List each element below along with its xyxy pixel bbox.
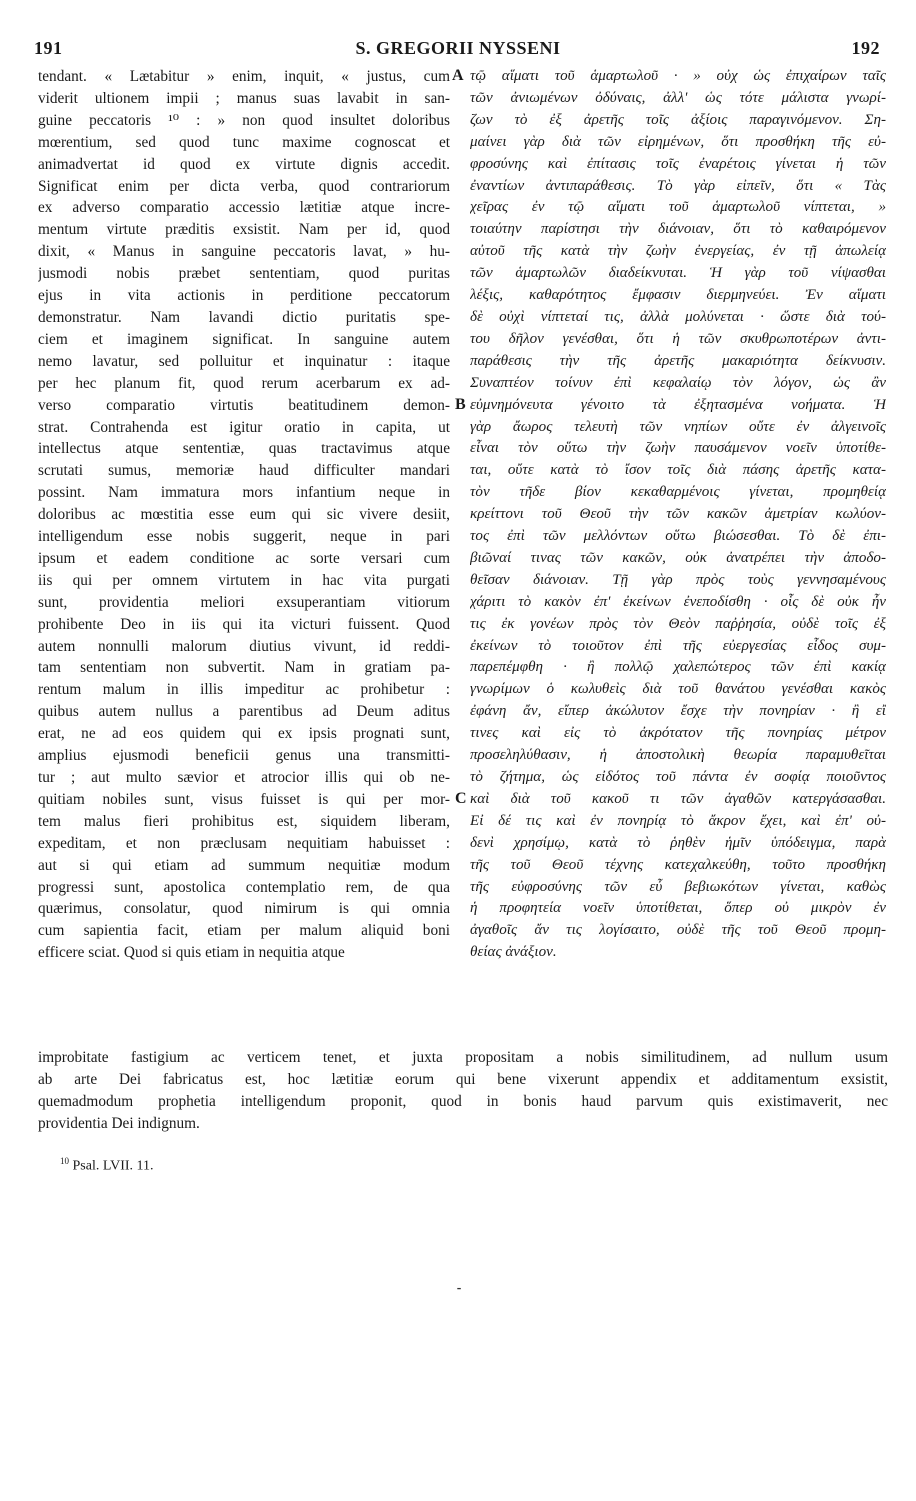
greek-text-line: καὶ διὰ τοῦ κακοῦ τι τῶν ἀγαθῶν κατεργάσασθαι. xyxy=(470,790,886,807)
full-width-text-line: improbitate fastigium ac verticem tenet, et juxta propositam a nobis similitudinem, ad nullum usum xyxy=(38,1049,888,1066)
greek-text-line: ἡ προφητεία νοεῖν ὑποτίθεται, ὅπερ οὐ μικρὸν ἐν xyxy=(470,900,886,917)
ornament-mark: ⁃ xyxy=(456,1282,462,1296)
greek-text-line: ἐναντίων ἀντιπαράθεσις. Τὸ γὰρ εἰπεῖν, ὅτι « Τὰς xyxy=(470,177,886,194)
page-number-left: 191 xyxy=(34,38,63,58)
latin-text-line: expeditam, et non præclusam nequitiam habuisset : xyxy=(38,834,450,852)
greek-text-line: ἐκείνων τὸ τοιοῦτον ἐπὶ τῆς εὐεργεσίας εἶδος συμ- xyxy=(470,637,886,654)
greek-text-line: ζων τὸ ἐξ ἀρετῆς τοῖς ἀξίοις παραγινόμενον. Ση- xyxy=(470,111,886,128)
latin-text-line: sunt, providentia meliori exsuperantiam vitiorum xyxy=(38,593,450,611)
footnote-text: Psal. LVII. 11. xyxy=(72,1158,154,1174)
greek-text-line: γὰρ ἄωρος τελευτὴ τῶν νηπίων οὔτε ἐν ἀλγεινοῖς xyxy=(470,418,886,435)
greek-text-line: τῷ αἵματι τοῦ ἁμαρτωλοῦ · » οὐχ ὡς ἐπιχαίρων ταῖς xyxy=(470,68,886,84)
greek-text-line: τος ἐπὶ τῶν μελλόντων οὕτω βιώσεσθαι. Τὸ δὲ ἐπι- xyxy=(470,528,886,545)
full-width-text-line: quemadmodum prophetia intelligendum proponit, quod in bonis haud parvum quis existimaverit, nec xyxy=(38,1092,888,1110)
latin-text-line: tur ; aut multo sævior et atrocior illis qui ob ne- xyxy=(38,769,450,786)
latin-text-line: intellectus atque sententiæ, quas tractavimus atque xyxy=(38,440,450,458)
greek-text-line: τὸν τῆδε βίον κεκαθαρμένοις γίνεται, προμηθείᾳ xyxy=(470,484,886,501)
greek-text-line: τις ἐκ γονέων πρὸς τὸν Θεὸν παῤῥησία, οὐδὲ τοῖς ἐξ xyxy=(470,615,886,632)
footnote-marker: 10 xyxy=(60,1156,69,1166)
latin-text-line: dixit, « Manus in sanguine peccatoris lavat, » hu- xyxy=(38,243,450,261)
latin-text-line: autem nonnulli malorum diutius vivunt, id reddi- xyxy=(38,637,450,655)
greek-text-line: του δῆλον γενέσθαι, ὅτι ἡ τῶν σκυθρωποτέρων ἀντι- xyxy=(470,330,886,347)
latin-text-line: quibus autem nullus a parentibus ad Deum aditus xyxy=(38,703,450,721)
greek-text-line: βιῶναί τινας τῶν κακῶν, οὐκ ἀνατρέπει τὴν ἀποδο- xyxy=(470,549,886,566)
greek-text-line: Εἰ δέ τις καὶ ἐν πονηρίᾳ τὸ ἄκρον ἔχει, καὶ ἐπ' οὐ- xyxy=(470,812,886,829)
latin-text-line: animadvertat id quod ex virtute dignis accedit. xyxy=(38,155,450,173)
greek-text-line: τὸ ζήτημα, ὡς εἰδότος τοῦ πάντα ἐν σοφίᾳ ποιοῦντος xyxy=(470,769,886,785)
latin-text-line: amplius ejusmodi beneficii genus una transmitti- xyxy=(38,747,450,765)
latin-text-line: tem malus fieri prohibitus est, siquidem liberam, xyxy=(38,812,450,830)
greek-text-line: τῶν ἁμαρτωλῶν διαδείκνυται. Ἡ γὰρ τοῦ νίψασθαι xyxy=(470,265,886,282)
latin-text-line: strat. Contrahenda est igitur oratio in capita, ut xyxy=(38,418,450,436)
latin-text-line: mentum virtute præditis exsistit. Nam per id, quod xyxy=(38,221,450,239)
full-width-paragraph xyxy=(38,1047,888,1135)
greek-text-line: εἶναι τὸν οὕτω τὴν ζωὴν παυσάμενον νοεῖν ὑποτίθε- xyxy=(470,440,886,457)
latin-text-line: nemo lavatur, sed polluitur et inquinatur : itaque xyxy=(38,352,450,370)
latin-column xyxy=(38,66,450,964)
greek-text-line: τῆς εὐφροσύνης τῶν εὖ βεβιωκότων γίνεται, καθὼς xyxy=(470,878,886,895)
greek-text-line: ἀγαθοῖς ἄν τις λογίσαιτο, οὐδὲ τῆς τοῦ Θεοῦ προμη- xyxy=(470,922,886,939)
greek-text-line: δενὶ χρησίμῳ, κατὰ τὸ ῥηθὲν ἡμῖν ὑπόδειγμα, παρὰ xyxy=(470,834,886,851)
latin-text-line: doloribus ac mœstitia esse eum qui sic vivere desiit, xyxy=(38,506,450,524)
latin-text-line: intelligendum esse nobis suggerit, neque in pari xyxy=(38,528,450,546)
greek-text-line: γνωρίμων ὁ κωλυθεὶς διὰ τοῦ θανάτου γενέσθαι κακὸς xyxy=(470,681,886,698)
greek-text-line: φροσύνης καὶ ἐπίτασις τοῖς ἐναρέτοις γίνεται ἡ τῶν xyxy=(470,155,886,172)
latin-text-line: rentum malum in illis impeditur ac prohibetur : xyxy=(38,681,450,699)
latin-text-line: ipsum et eadem conditione ac sorte versari cum xyxy=(38,549,450,567)
greek-text-line: προσεληλύθασιν, ἡ ἀποστολικὴ θεωρία παραμυθεῖται xyxy=(470,747,886,764)
greek-text-line: δὲ οὐχὶ νίπτεταί τις, ἀλλὰ μολύνεται · ὥστε διὰ τού- xyxy=(470,308,886,325)
running-title: S. GREGORII NYSSENI xyxy=(355,38,561,58)
latin-text-line: jusmodi nobis præbet sententiam, quod puritas xyxy=(38,265,450,283)
greek-text-line: ἐφάνη ἄν, εἴπερ ἀκώλυτον ἔσχε τὴν πονηρίαν · ἢ εἴ xyxy=(470,703,886,720)
latin-text-line: mœrentium, sed quod tunc maxime cognoscat et xyxy=(38,133,450,151)
greek-text-line: χάριτι τὸ κακὸν ἐπ' ἐκείνων ἐνεποδίσθη · οἷς δὲ οὐκ ἦν xyxy=(470,593,886,610)
greek-column xyxy=(470,66,886,964)
latin-text-line: progressi sunt, apostolica contemplatio rem, de qua xyxy=(38,878,450,896)
latin-text-line: efficere sciat. Quod si quis etiam in nequitia atque xyxy=(38,944,345,962)
latin-text-line: scrutati sumus, memoriæ haud difficulter mandari xyxy=(38,462,450,480)
greek-text-line: παρεπέμφθη · ἢ πολλῷ χαλεπώτερος τῶν ἐπὶ κακίᾳ xyxy=(470,659,886,676)
full-width-text-line: ab arte Dei fabricatus est, hoc lætitiæ eorum qui bene vixerunt appendix et additamentum exsistit, xyxy=(38,1070,888,1088)
margin-letter-b: B xyxy=(455,396,466,413)
latin-text-line: possint. Nam immatura mors infantium neque in xyxy=(38,484,450,502)
greek-text-line: θείας ἀνάξιον. xyxy=(470,944,557,961)
greek-text-line: ται, οὔτε κατὰ τὸ ἴσον τοῖς διὰ πάσης ἀρετῆς κατα- xyxy=(470,462,886,479)
latin-text-line: guine peccatoris ¹⁰ : » non quod insultet doloribus xyxy=(38,111,450,129)
latin-text-line: per hec planum fit, quod rerum acerbarum ex ad- xyxy=(38,374,450,392)
greek-text-line: λέξις, καθαρότητος ἔμφασιν διερμηνεύει. Ἐν αἵματι xyxy=(470,287,886,304)
page-number-right: 192 xyxy=(851,38,880,58)
latin-text-line: ex adverso comparatio accessio lætitiæ atque incre- xyxy=(38,199,450,217)
latin-text-line: verso comparatio virtutis beatitudinem demon- xyxy=(38,396,450,414)
greek-text-line: εὐμνημόνευτα γένοιτο τὰ ἐξητασμένα νοήματα. Ἡ xyxy=(470,396,886,413)
latin-text-line: aut si qui etiam ad summum nequitiæ modum xyxy=(38,856,450,874)
greek-text-line: τῶν ἀνιωμένων ὀδύναις, ἀλλ' ὡς τότε μάλιστα γνωρί- xyxy=(470,89,886,106)
latin-text-line: demonstratur. Nam lavandi dictio puritatis spe- xyxy=(38,308,450,326)
latin-text-line: tendant. « Lætabitur » enim, inquit, « justus, cum xyxy=(38,68,450,85)
greek-text-line: τοιαύτην παρίστησι τὴν διάνοιαν, ὅτι τὸ καθαιρόμενον xyxy=(470,221,886,238)
latin-text-line: viderit ultionem impii ; manus suas lavabit in san- xyxy=(38,89,450,107)
latin-text-line: iis qui per omnem virtutem in hac vita purgati xyxy=(38,571,450,589)
greek-text-line: θεῖσαν διάνοιαν. Τῇ γὰρ πρὸς τοὺς γεννησαμένους xyxy=(470,571,886,588)
latin-text-line: ciem et imaginem significat. In sanguine autem xyxy=(38,330,450,348)
margin-letter-a: A xyxy=(452,67,464,84)
latin-text-line: quitiam nobiles sunt, visus fuisset is qui per mor- xyxy=(38,790,450,808)
greek-text-line: κρείττονι τοῦ Θεοῦ τὴν τῶν κακῶν ἀμετρίαν κωλύον- xyxy=(470,506,886,523)
footnote xyxy=(60,1156,154,1175)
greek-text-line: αὐτοῦ τῆς κατὰ τὴν ζωὴν ἐνεργείας, ἐν τῇ ἀπωλείᾳ xyxy=(470,243,886,260)
full-width-text-line: providentia Dei indignum. xyxy=(38,1114,200,1132)
greek-text-line: Συναπτέον τοίνυν ἐπὶ κεφαλαίῳ τὸν λόγον, ὡς ἂν xyxy=(470,374,886,391)
latin-text-line: erat, ne ad eos quidem qui ex ipsis prognati sunt, xyxy=(38,725,450,743)
greek-text-line: παράθεσις τὴν τῆς ἀρετῆς μακαριότητα δείκνυσιν. xyxy=(470,352,886,369)
latin-text-line: quærimus, consolatur, quod nimirum is qui omnia xyxy=(38,900,450,918)
greek-text-line: τινες καὶ εἰς τὸ ἀκρότατον τῆς πονηρίας μέτρον xyxy=(470,725,886,742)
latin-text-line: tam sententiam non subvertit. Nam in gratiam pa- xyxy=(38,659,450,677)
latin-text-line: cum sapientia facit, etiam per malum aliquid boni xyxy=(38,922,450,940)
latin-text-line: Significat enim per dicta verba, quod contrariorum xyxy=(38,177,450,195)
latin-text-line: ejus in vita actionis in perditione peccatorum xyxy=(38,287,450,305)
greek-text-line: τῆς τοῦ Θεοῦ τέχνης κατεχαλκεύθη, τοῦτο προσθήκη xyxy=(470,856,886,873)
latin-text-line: prohibente Deo in iis qui ita victuri fuissent. Quod xyxy=(38,615,450,633)
greek-text-line: χεῖρας ἐν τῷ αἵματι τοῦ ἁμαρτωλοῦ νίπτεται, » xyxy=(470,199,886,216)
greek-text-line: μαίνει γὰρ διὰ τῶν εἰρημένων, ὅτι προσθήκη τῆς εὐ- xyxy=(470,133,886,150)
margin-letter-c: C xyxy=(455,790,467,807)
